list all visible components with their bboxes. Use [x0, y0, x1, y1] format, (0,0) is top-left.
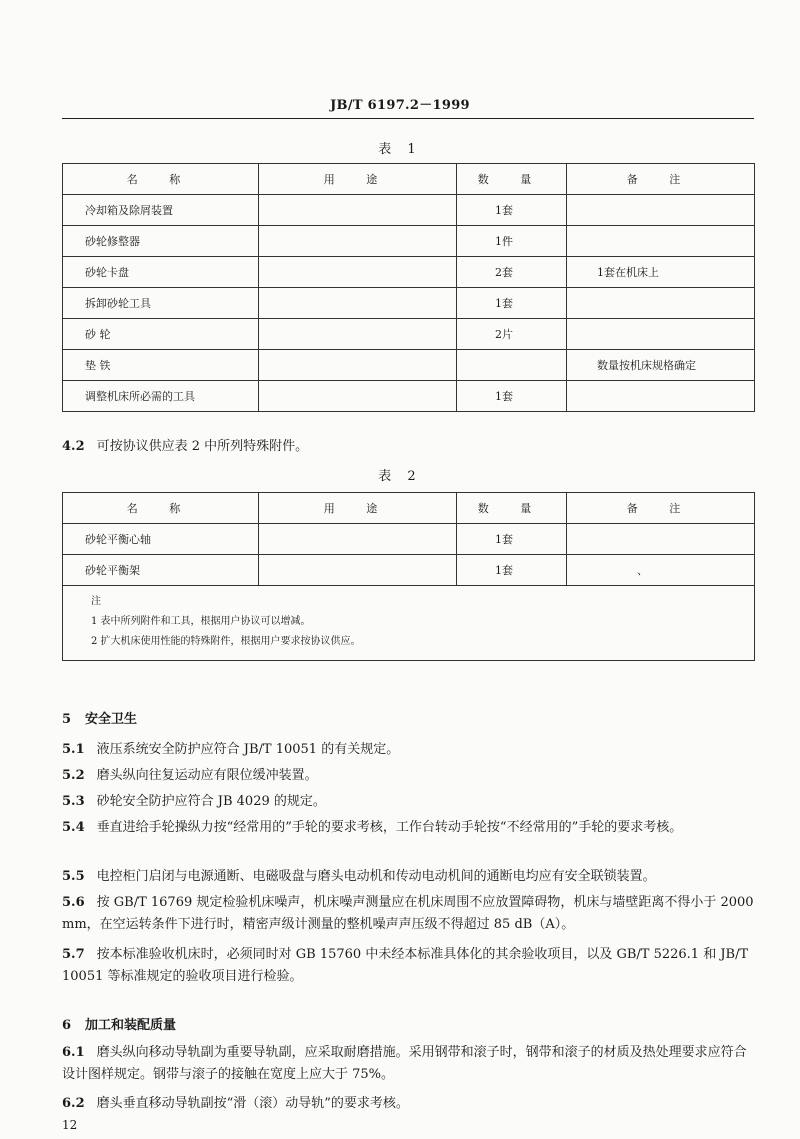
- clause-text: 磨头纵向往复运动应有限位缓冲装置。: [96, 768, 318, 783]
- clause-number: 5.4: [62, 820, 85, 835]
- section-title: 安全卫生: [85, 712, 138, 727]
- clause-number: 5.6: [62, 895, 85, 910]
- cell-remarks: [567, 195, 755, 226]
- clause-number: 5.5: [62, 869, 85, 884]
- table-row: [63, 195, 755, 226]
- cell-name: 砂轮平衡架: [63, 555, 259, 586]
- table2-caption: 表 2: [378, 469, 422, 484]
- section-6-heading: [62, 1014, 176, 1033]
- cell-usage: [259, 319, 457, 350]
- clause-text: 可按协议供应表 2 中所列特殊附件。: [96, 439, 309, 454]
- table2-header-usage: 用 途: [259, 493, 457, 524]
- clause-text: 按本标准验收机床时，必须同时对 GB 15760 中未经本标准具体化的其余验收项目，以及 GB/T 5226.1 和 JB/T 10051 等标准规定的验收项目进行检验。: [62, 947, 749, 984]
- clause-number: 5.3: [62, 794, 85, 809]
- paragraph-4-2: [62, 436, 756, 458]
- cell-remarks: [567, 381, 755, 412]
- cell-usage: [259, 226, 457, 257]
- cell-quantity: 2片: [457, 319, 567, 350]
- cell-name: 垫 铁: [63, 350, 259, 381]
- clause-number: 5.1: [62, 742, 85, 757]
- note-item: 2 扩大机床使用性能的特殊附件，根据用户要求按协议供应。: [91, 636, 361, 647]
- cell-remarks: [567, 226, 755, 257]
- clause-6-1: [62, 1042, 756, 1086]
- clause-text: 电控柜门启闭与电源通断、电磁吸盘与磨头电动机和传动电动机间的通断电均应有安全联锁装置。: [96, 869, 656, 884]
- cell-name: 砂轮平衡心轴: [63, 524, 259, 555]
- notes-title: 注: [91, 596, 101, 607]
- table2-notes-row: [63, 586, 755, 661]
- cell-remarks: 数量按机床规格确定: [567, 350, 755, 381]
- table1-header-remarks: 备 注: [567, 164, 755, 195]
- clause-number: 5.2: [62, 768, 85, 783]
- cell-remarks: 1套在机床上: [567, 257, 755, 288]
- page-number: 12: [62, 1118, 78, 1132]
- table-row: [63, 257, 755, 288]
- table2-header-name: 名 称: [63, 493, 259, 524]
- clause-5-1: [62, 739, 756, 761]
- clause-text: 磨头纵向移动导轨副为重要导轨副，应采取耐磨措施。采用钢带和滚子时，钢带和滚子的材质及热处理要求应符合设计图样规定。钢带与滚子的接触在宽度上应大于 75%。: [62, 1045, 747, 1082]
- clause-number: 4.2: [62, 439, 85, 454]
- clause-6-2: [62, 1093, 756, 1115]
- table-row: [63, 381, 755, 412]
- running-header: JB/T 6197.2－1999: [330, 98, 470, 113]
- cell-quantity: 1套: [457, 288, 567, 319]
- cell-remarks: [567, 524, 755, 555]
- cell-usage: [259, 350, 457, 381]
- section-number: 6: [62, 1018, 72, 1033]
- cell-quantity: 2套: [457, 257, 567, 288]
- clause-5-3: [62, 791, 756, 813]
- clause-5-4: [62, 817, 756, 839]
- cell-quantity: 1套: [457, 555, 567, 586]
- table1-header-quantity: 数 量: [457, 164, 567, 195]
- table2-notes: [63, 586, 755, 661]
- cell-name: 冷却箱及除屑装置: [63, 195, 259, 226]
- cell-usage: [259, 257, 457, 288]
- table-row: [63, 319, 755, 350]
- cell-usage: [259, 524, 457, 555]
- cell-quantity: 1套: [457, 381, 567, 412]
- cell-name: 砂轮修整器: [63, 226, 259, 257]
- clause-text: 垂直进给手轮操纵力按“经常用的”手轮的要求考核，工作台转动手轮按“不经常用的”手轮的要求考核。: [96, 820, 683, 835]
- table1-header-name: 名 称: [63, 164, 259, 195]
- table-row: [63, 288, 755, 319]
- clause-5-5: [62, 866, 756, 888]
- cell-name: 调整机床所必需的工具: [63, 381, 259, 412]
- note-item: 1 表中所列附件和工具，根据用户协议可以增减。: [91, 616, 311, 627]
- table-row: [63, 555, 755, 586]
- cell-usage: [259, 195, 457, 226]
- cell-quantity: [457, 350, 567, 381]
- table1: [62, 163, 755, 412]
- cell-remarks: [567, 288, 755, 319]
- cell-quantity: 1件: [457, 226, 567, 257]
- table1-header-row: [63, 164, 755, 195]
- cell-name: 砂轮卡盘: [63, 257, 259, 288]
- cell-name: 砂 轮: [63, 319, 259, 350]
- cell-usage: [259, 288, 457, 319]
- section-title: 加工和装配质量: [85, 1018, 177, 1033]
- header-rule: [62, 118, 754, 119]
- cell-usage: [259, 555, 457, 586]
- table2-header-row: [63, 493, 755, 524]
- cell-quantity: 1套: [457, 524, 567, 555]
- clause-number: 5.7: [62, 947, 85, 962]
- cell-name: 拆卸砂轮工具: [63, 288, 259, 319]
- clause-5-7: [62, 944, 756, 988]
- table1-header-usage: 用 途: [259, 164, 457, 195]
- clause-text: 砂轮安全防护应符合 JB 4029 的规定。: [96, 794, 326, 809]
- section-number: 5: [62, 712, 72, 727]
- cell-quantity: 1套: [457, 195, 567, 226]
- clause-number: 6.1: [62, 1045, 85, 1060]
- table2-header-quantity: 数 量: [457, 493, 567, 524]
- clause-5-2: [62, 765, 756, 787]
- table-row: [63, 524, 755, 555]
- table2-header-remarks: 备 注: [567, 493, 755, 524]
- clause-number: 6.2: [62, 1096, 85, 1111]
- clause-text: 液压系统安全防护应符合 JB/T 10051 的有关规定。: [96, 742, 400, 757]
- table-row: [63, 350, 755, 381]
- clause-text: 磨头垂直移动导轨副按“滑（滚）动导轨”的要求考核。: [96, 1096, 409, 1111]
- cell-remarks: 、: [567, 555, 755, 586]
- clause-5-6: [62, 892, 756, 936]
- section-5-heading: [62, 708, 137, 727]
- cell-usage: [259, 381, 457, 412]
- table-row: [63, 226, 755, 257]
- cell-remarks: [567, 319, 755, 350]
- table1-caption: 表 1: [378, 142, 422, 157]
- table2: [62, 492, 755, 661]
- clause-text: 按 GB/T 16769 规定检验机床噪声，机床噪声测量应在机床周围不应放置障碍物，机床与墙壁距离不得小于 2000 mm，在空运转条件下进行时，精密声级计测量的整机噪声声压级不得超过 85 dB（A）。: [62, 895, 754, 932]
